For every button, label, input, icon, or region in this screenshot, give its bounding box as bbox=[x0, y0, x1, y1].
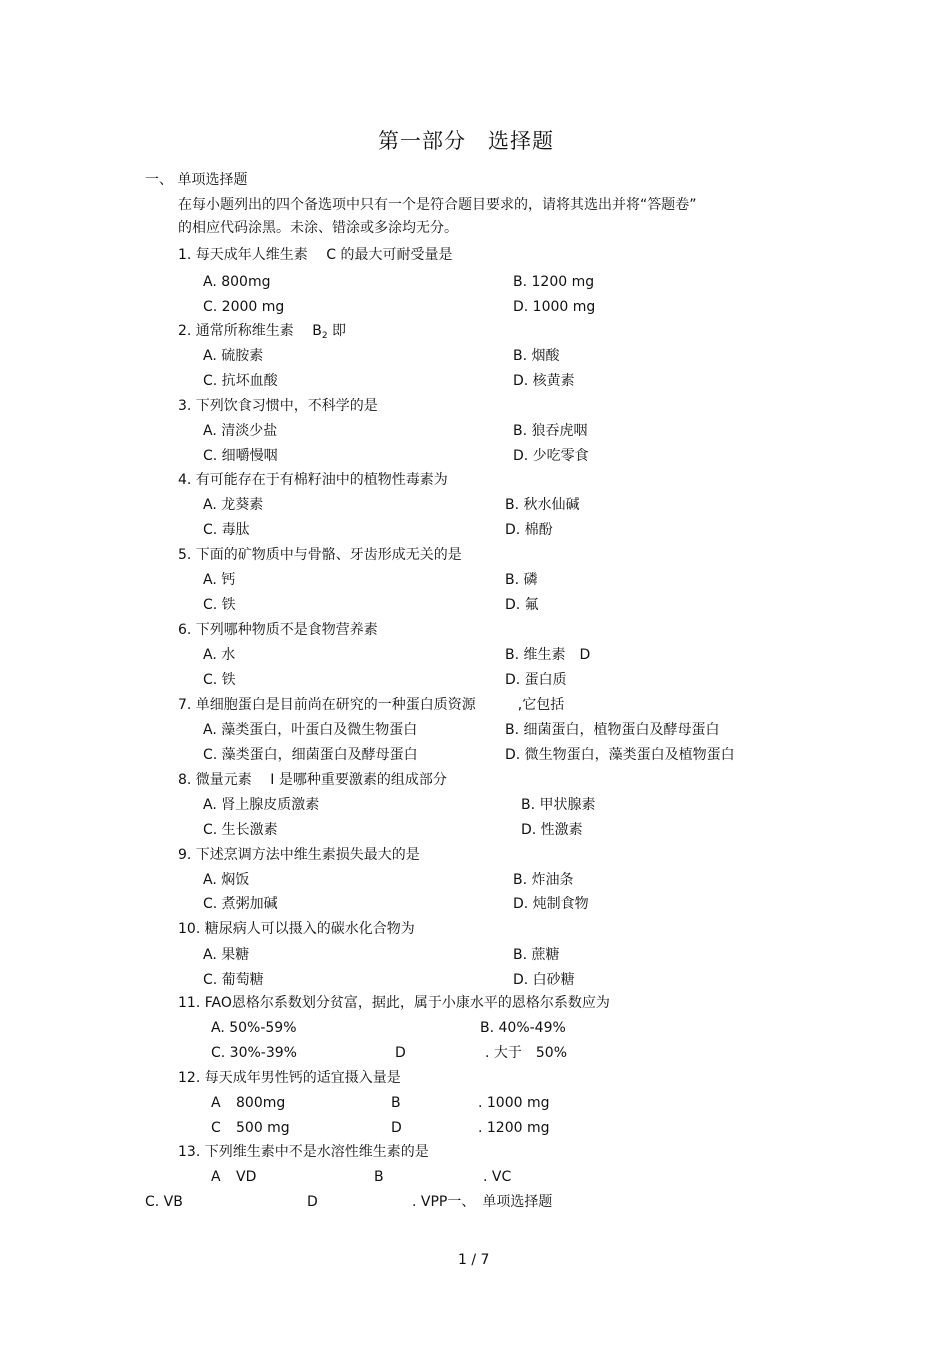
question-8-stem: 8. 微量元素 I 是哪种重要激素的组成部分 bbox=[178, 772, 447, 788]
question-1-option-b: B. 1200 mg bbox=[513, 274, 595, 290]
question-11-option-c: C. 30%-39% bbox=[211, 1045, 297, 1061]
question-5-option-c: C. 铁 bbox=[203, 597, 236, 613]
question-3-option-a: A. 清淡少盐 bbox=[203, 423, 278, 439]
instructions-line-1: 在每小题列出的四个备选项中只有一个是符合题目要求的，请将其选出并将“答题卷” bbox=[178, 197, 697, 213]
question-6-stem: 6. 下列哪种物质不是食物营养素 bbox=[178, 622, 378, 638]
question-13-option-b-letter: B bbox=[374, 1169, 384, 1185]
question-6-option-d: D. 蛋白质 bbox=[505, 672, 567, 688]
question-12-option-d: . 1200 mg bbox=[478, 1120, 550, 1136]
question-2-option-d: D. 核黄素 bbox=[513, 373, 575, 389]
question-10-option-c: C. 葡萄糖 bbox=[203, 972, 264, 988]
question-5-option-a: A. 钙 bbox=[203, 572, 236, 588]
question-12-stem: 12. 每天成年男性钙的适宜摄入量是 bbox=[178, 1070, 401, 1086]
question-12-option-b: . 1000 mg bbox=[478, 1095, 550, 1111]
question-9-option-c: C. 煮粥加碱 bbox=[203, 896, 278, 912]
question-12-option-b-letter: B bbox=[391, 1095, 401, 1111]
section-heading: 一、 单项选择题 bbox=[145, 172, 248, 188]
question-13-option-a: VD bbox=[236, 1169, 257, 1185]
page-title: 第一部分 选择题 bbox=[378, 129, 554, 153]
question-9-stem: 9. 下述烹调方法中维生素损失最大的是 bbox=[178, 847, 420, 863]
question-2-stem bbox=[178, 322, 346, 345]
question-10-stem: 10. 糖尿病人可以摄入的碳水化合物为 bbox=[178, 921, 415, 937]
question-4-option-b: B. 秋水仙碱 bbox=[505, 497, 580, 513]
question-11-option-d: . 大于 50% bbox=[485, 1045, 568, 1061]
question-4-option-a: A. 龙葵素 bbox=[203, 497, 264, 513]
question-4-option-c: C. 毒肽 bbox=[203, 522, 250, 538]
question-2-option-c: C. 抗坏血酸 bbox=[203, 373, 278, 389]
question-11-stem: 11. FAO恩格尔系数划分贫富，据此，属于小康水平的恩格尔系数应为 bbox=[178, 995, 610, 1011]
question-1-option-a: A. 800mg bbox=[203, 274, 271, 290]
question-7-option-c: C. 藻类蛋白，细菌蛋白及酵母蛋白 bbox=[203, 747, 418, 763]
question-12-option-a-letter: A bbox=[211, 1095, 221, 1111]
question-5-option-b: B. 磷 bbox=[505, 572, 538, 588]
question-12-option-c-letter: C bbox=[211, 1120, 221, 1136]
question-6-option-c: C. 铁 bbox=[203, 672, 236, 688]
question-3-option-c: C. 细嚼慢咽 bbox=[203, 448, 278, 464]
question-3-option-b: B. 狼吞虎咽 bbox=[513, 423, 588, 439]
question-9-option-a: A. 焖饭 bbox=[203, 872, 250, 888]
question-10-option-a: A. 果糖 bbox=[203, 947, 250, 963]
question-11-option-a: A. 50%-59% bbox=[211, 1020, 297, 1036]
question-13-option-d: . VPP一、 单项选择题 bbox=[412, 1194, 553, 1210]
question-13-option-d-letter: D bbox=[307, 1194, 318, 1210]
question-8-option-c: C. 生长激素 bbox=[203, 822, 278, 838]
instructions-line-2: 的相应代码涂黑。未涂、错涂或多涂均无分。 bbox=[178, 220, 458, 236]
question-10-option-b: B. 蔗糖 bbox=[513, 947, 560, 963]
question-7-option-b: B. 细菌蛋白，植物蛋白及酵母蛋白 bbox=[505, 722, 720, 738]
question-11-option-b: B. 40%-49% bbox=[480, 1020, 566, 1036]
page-number: 1 / 7 bbox=[458, 1252, 490, 1268]
question-5-stem: 5. 下面的矿物质中与骨骼、牙齿形成无关的是 bbox=[178, 547, 462, 563]
question-13-option-b: . VC bbox=[483, 1169, 512, 1185]
question-8-option-b: B. 甲状腺素 bbox=[521, 797, 596, 813]
question-12-option-c: 500 mg bbox=[236, 1120, 290, 1136]
question-11-option-d-letter: D bbox=[395, 1045, 406, 1061]
question-12-option-d-letter: D bbox=[391, 1120, 402, 1136]
question-5-option-d: D. 氟 bbox=[505, 597, 539, 613]
question-4-option-d: D. 棉酚 bbox=[505, 522, 553, 538]
question-9-option-b: B. 炸油条 bbox=[513, 872, 574, 888]
question-1-stem: 1. 每天成年人维生素 C 的最大可耐受量是 bbox=[178, 247, 453, 263]
question-3-option-d: D. 少吃零食 bbox=[513, 448, 589, 464]
subscript: 2 bbox=[321, 331, 328, 341]
question-8-option-a: A. 肾上腺皮质激素 bbox=[203, 797, 320, 813]
question-6-option-a: A. 水 bbox=[203, 647, 236, 663]
question-1-option-c: C. 2000 mg bbox=[203, 299, 285, 315]
question-12-option-a: 800mg bbox=[236, 1095, 286, 1111]
question-8-option-d: D. 性激素 bbox=[521, 822, 583, 838]
question-4-stem: 4. 有可能存在于有棉籽油中的植物性毒素为 bbox=[178, 472, 448, 488]
question-2-stem-text: 2. 通常所称维生素 B bbox=[178, 323, 322, 339]
question-9-option-d: D. 炖制食物 bbox=[513, 896, 589, 912]
question-7-stem: 7. 单细胞蛋白是目前尚在研究的一种蛋白质资源 ,它包括 bbox=[178, 697, 565, 713]
question-10-option-d: D. 白砂糖 bbox=[513, 972, 575, 988]
question-2-stem-end: 即 bbox=[327, 323, 347, 339]
question-6-option-b: B. 维生素 D bbox=[505, 647, 591, 663]
question-7-option-d: D. 微生物蛋白，藻类蛋白及植物蛋白 bbox=[505, 747, 735, 763]
question-2-option-a: A. 硫胺素 bbox=[203, 348, 264, 364]
question-7-option-a: A. 藻类蛋白，叶蛋白及微生物蛋白 bbox=[203, 722, 418, 738]
question-2-option-b: B. 烟酸 bbox=[513, 348, 560, 364]
question-13-stem: 13. 下列维生素中不是水溶性维生素的是 bbox=[178, 1144, 429, 1160]
question-13-option-c: C. VB bbox=[145, 1194, 183, 1210]
question-13-option-a-letter: A bbox=[211, 1169, 221, 1185]
question-3-stem: 3. 下列饮食习惯中，不科学的是 bbox=[178, 398, 378, 414]
question-1-option-d: D. 1000 mg bbox=[513, 299, 596, 315]
